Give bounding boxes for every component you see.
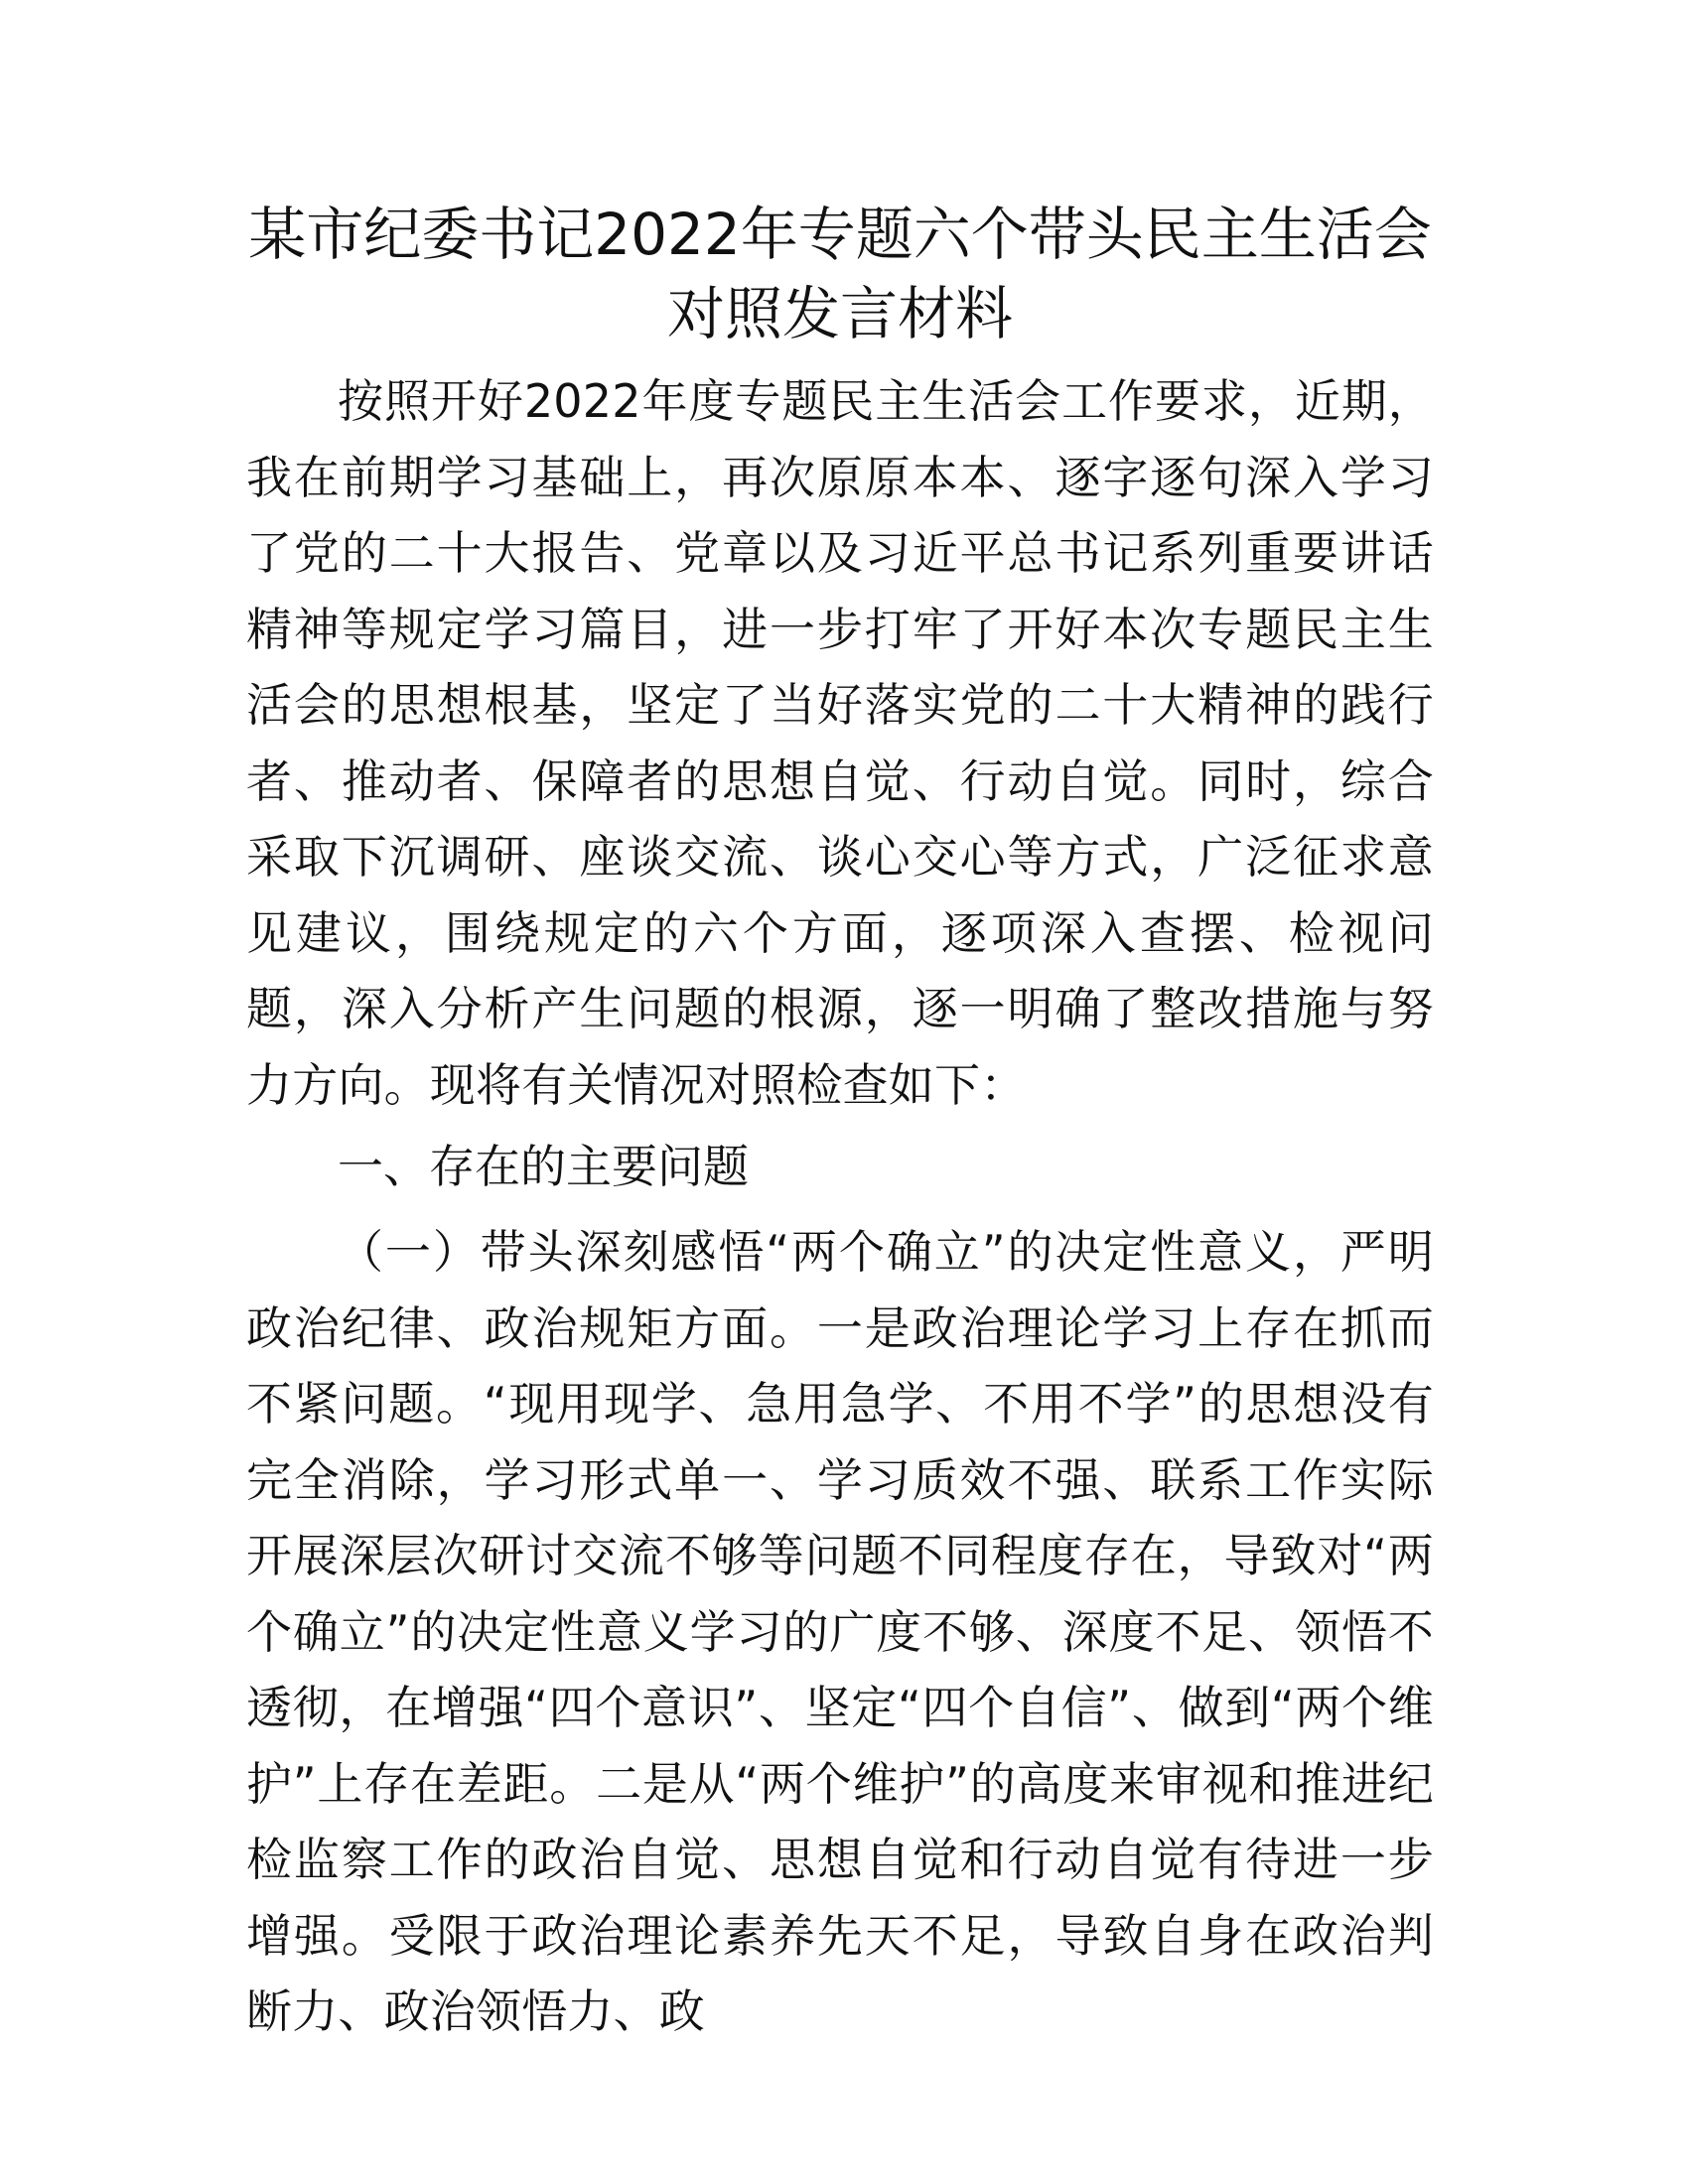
- title-line-1: 某市纪委书记2022年专题六个带头民主生活会: [248, 201, 1432, 268]
- title-line-2: 对照发言材料: [666, 280, 1013, 347]
- section-heading: 一、存在的主要问题: [338, 1140, 749, 1193]
- intro-paragraph: 按照开好2022年度专题民主生活会工作要求，近期，我在前期学习基础上，再次原原本本、逐字逐句深入学习了党的二十大报告、党章以及习近平总书记系列重要讲话精神等规定学习篇目，进一步打牢了开好本次专题民主生活会的思想根基，坚定了当好落实党的二十大精神的践行者、推动者、保障者的思想自觉、行动自觉。同时，综合采取下沉调研、座谈交流、谈心交心等方式，广泛征求意见建议，围绕规定的六个方面，逐项深入查摆、检视问题，深入分析产生问题的根源，逐一明确了整改措施与努力方向。现将有关情况对照检查如下：: [246, 374, 1434, 1112]
- document-page: [246, 195, 1434, 2050]
- document-body: [246, 363, 1434, 2050]
- section-paragraph: （一）带头深刻感悟“两个确立”的决定性意义，严明政治纪律、政治规矩方面。一是政治理论学习上存在抓而不紧问题。“现用现学、急用急学、不用不学”的思想没有完全消除，学习形式单一、学习质效不强、联系工作实际开展深层次研讨交流不够等问题不同程度存在，导致对“两个确立”的决定性意义学习的广度不够、深度不足、领悟不透彻，在增强“四个意识”、坚定“四个自信”、做到“两个维护”上存在差距。二是从“两个维护”的高度来审视和推进纪检监察工作的政治自觉、思想自觉和行动自觉有待进一步增强。受限于政治理论素养先天不足，导致自身在政治判断力、政治领悟力、政: [246, 1225, 1434, 2038]
- document-title: [246, 195, 1434, 353]
